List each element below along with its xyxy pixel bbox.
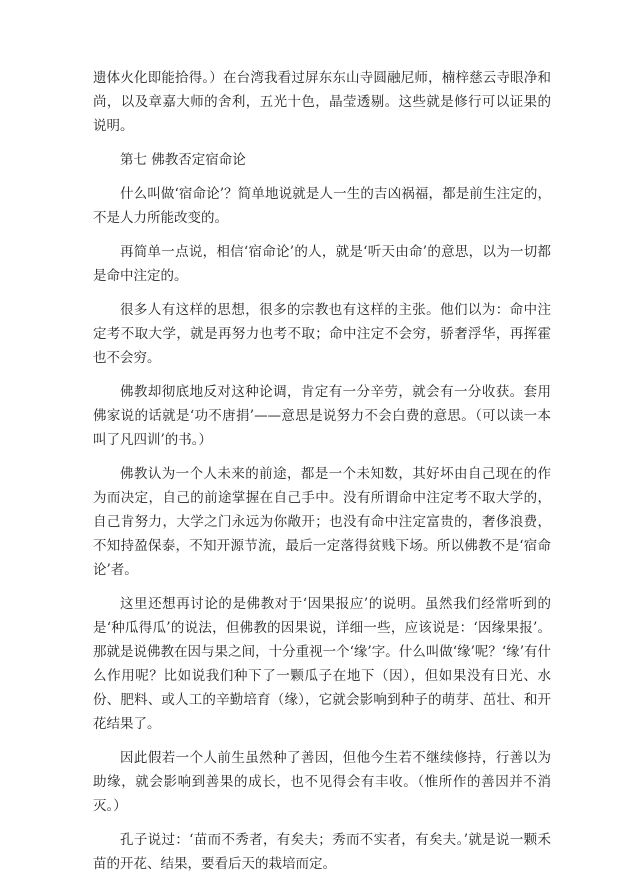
paragraph-4: 很多人有这样的思想，很多的宗教也有这样的主张。他们以为：命中注定考不取大学，就是再努力也考不取；命中注定不会穷，骄奢浮华，再挥霍也不会穷。 <box>93 302 551 366</box>
paragraph-2: 什么叫做‘宿命论’？简单地说就是人一生的吉凶祸福，都是前生注定的，不是人力所能改变的。 <box>93 186 551 226</box>
paragraph-3: 再简单一点说，相信‘宿命论’的人，就是‘听天由命’的意思，以为一切都是命中注定的。 <box>93 244 551 284</box>
section-heading: 第七 佛教否定宿命论 <box>120 152 246 168</box>
paragraph-1: 遗体火化即能拾得。）在台湾我看过屏东东山寺圆融尼师，楠梓慈云寺眼净和尚，以及章嘉大师的舍利，五光十色，晶莹透剔。这些就是修行可以证果的说明。 <box>93 70 551 134</box>
document-page <box>93 66 551 886</box>
paragraph-8: 因此假若一个人前生虽然种了善因，但他今生若不继续修持，行善以为助缘，就会影响到善果的成长，也不见得会有丰收。（惟所作的善因并不消灭。） <box>93 750 551 814</box>
paragraph-9: 孔子说过：‘苗而不秀者，有矣夫；秀而不实者，有矣夫。’就是说一颗禾苗的开花、结果，要看后天的栽培而定。 <box>93 832 551 872</box>
paragraph-5: 佛教却彻底地反对这种论调，肯定有一分辛劳，就会有一分收获。套用佛家说的话就是‘功不唐捐’——意思是说努力不会白费的意思。（可以读一本叫了凡四训’的书。） <box>93 384 551 448</box>
paragraph-6: 佛教认为一个人未来的前途，都是一个未知数，其好坏由自己现在的作为而决定，自己的前途掌握在自己手中。没有所谓命中注定考不取大学的，自己肯努力，大学之门永远为你敞开；也没有命中注定富贵的，奢侈浪费，不知持盈保泰，不知开源节流，最后一定落得贫贱下场。所以佛教不是‘宿命论’者。 <box>93 466 551 578</box>
paragraph-7: 这里还想再讨论的是佛教对于‘因果报应’的说明。虽然我们经常听到的是‘种瓜得瓜’的说法，但佛教的因果说，详细一些，应该说是：‘因缘果报’。那就是说佛教在因与果之间，十分重视一个‘缘’字。什么叫做‘缘’呢？‘缘’有什么作用呢？比如说我们种下了一颗瓜子在地下（因），但如果没有日光、水份、肥料、或人工的辛勤培育（缘），它就会影响到种子的萌芽、茁壮、和开花结果了。 <box>93 596 551 732</box>
